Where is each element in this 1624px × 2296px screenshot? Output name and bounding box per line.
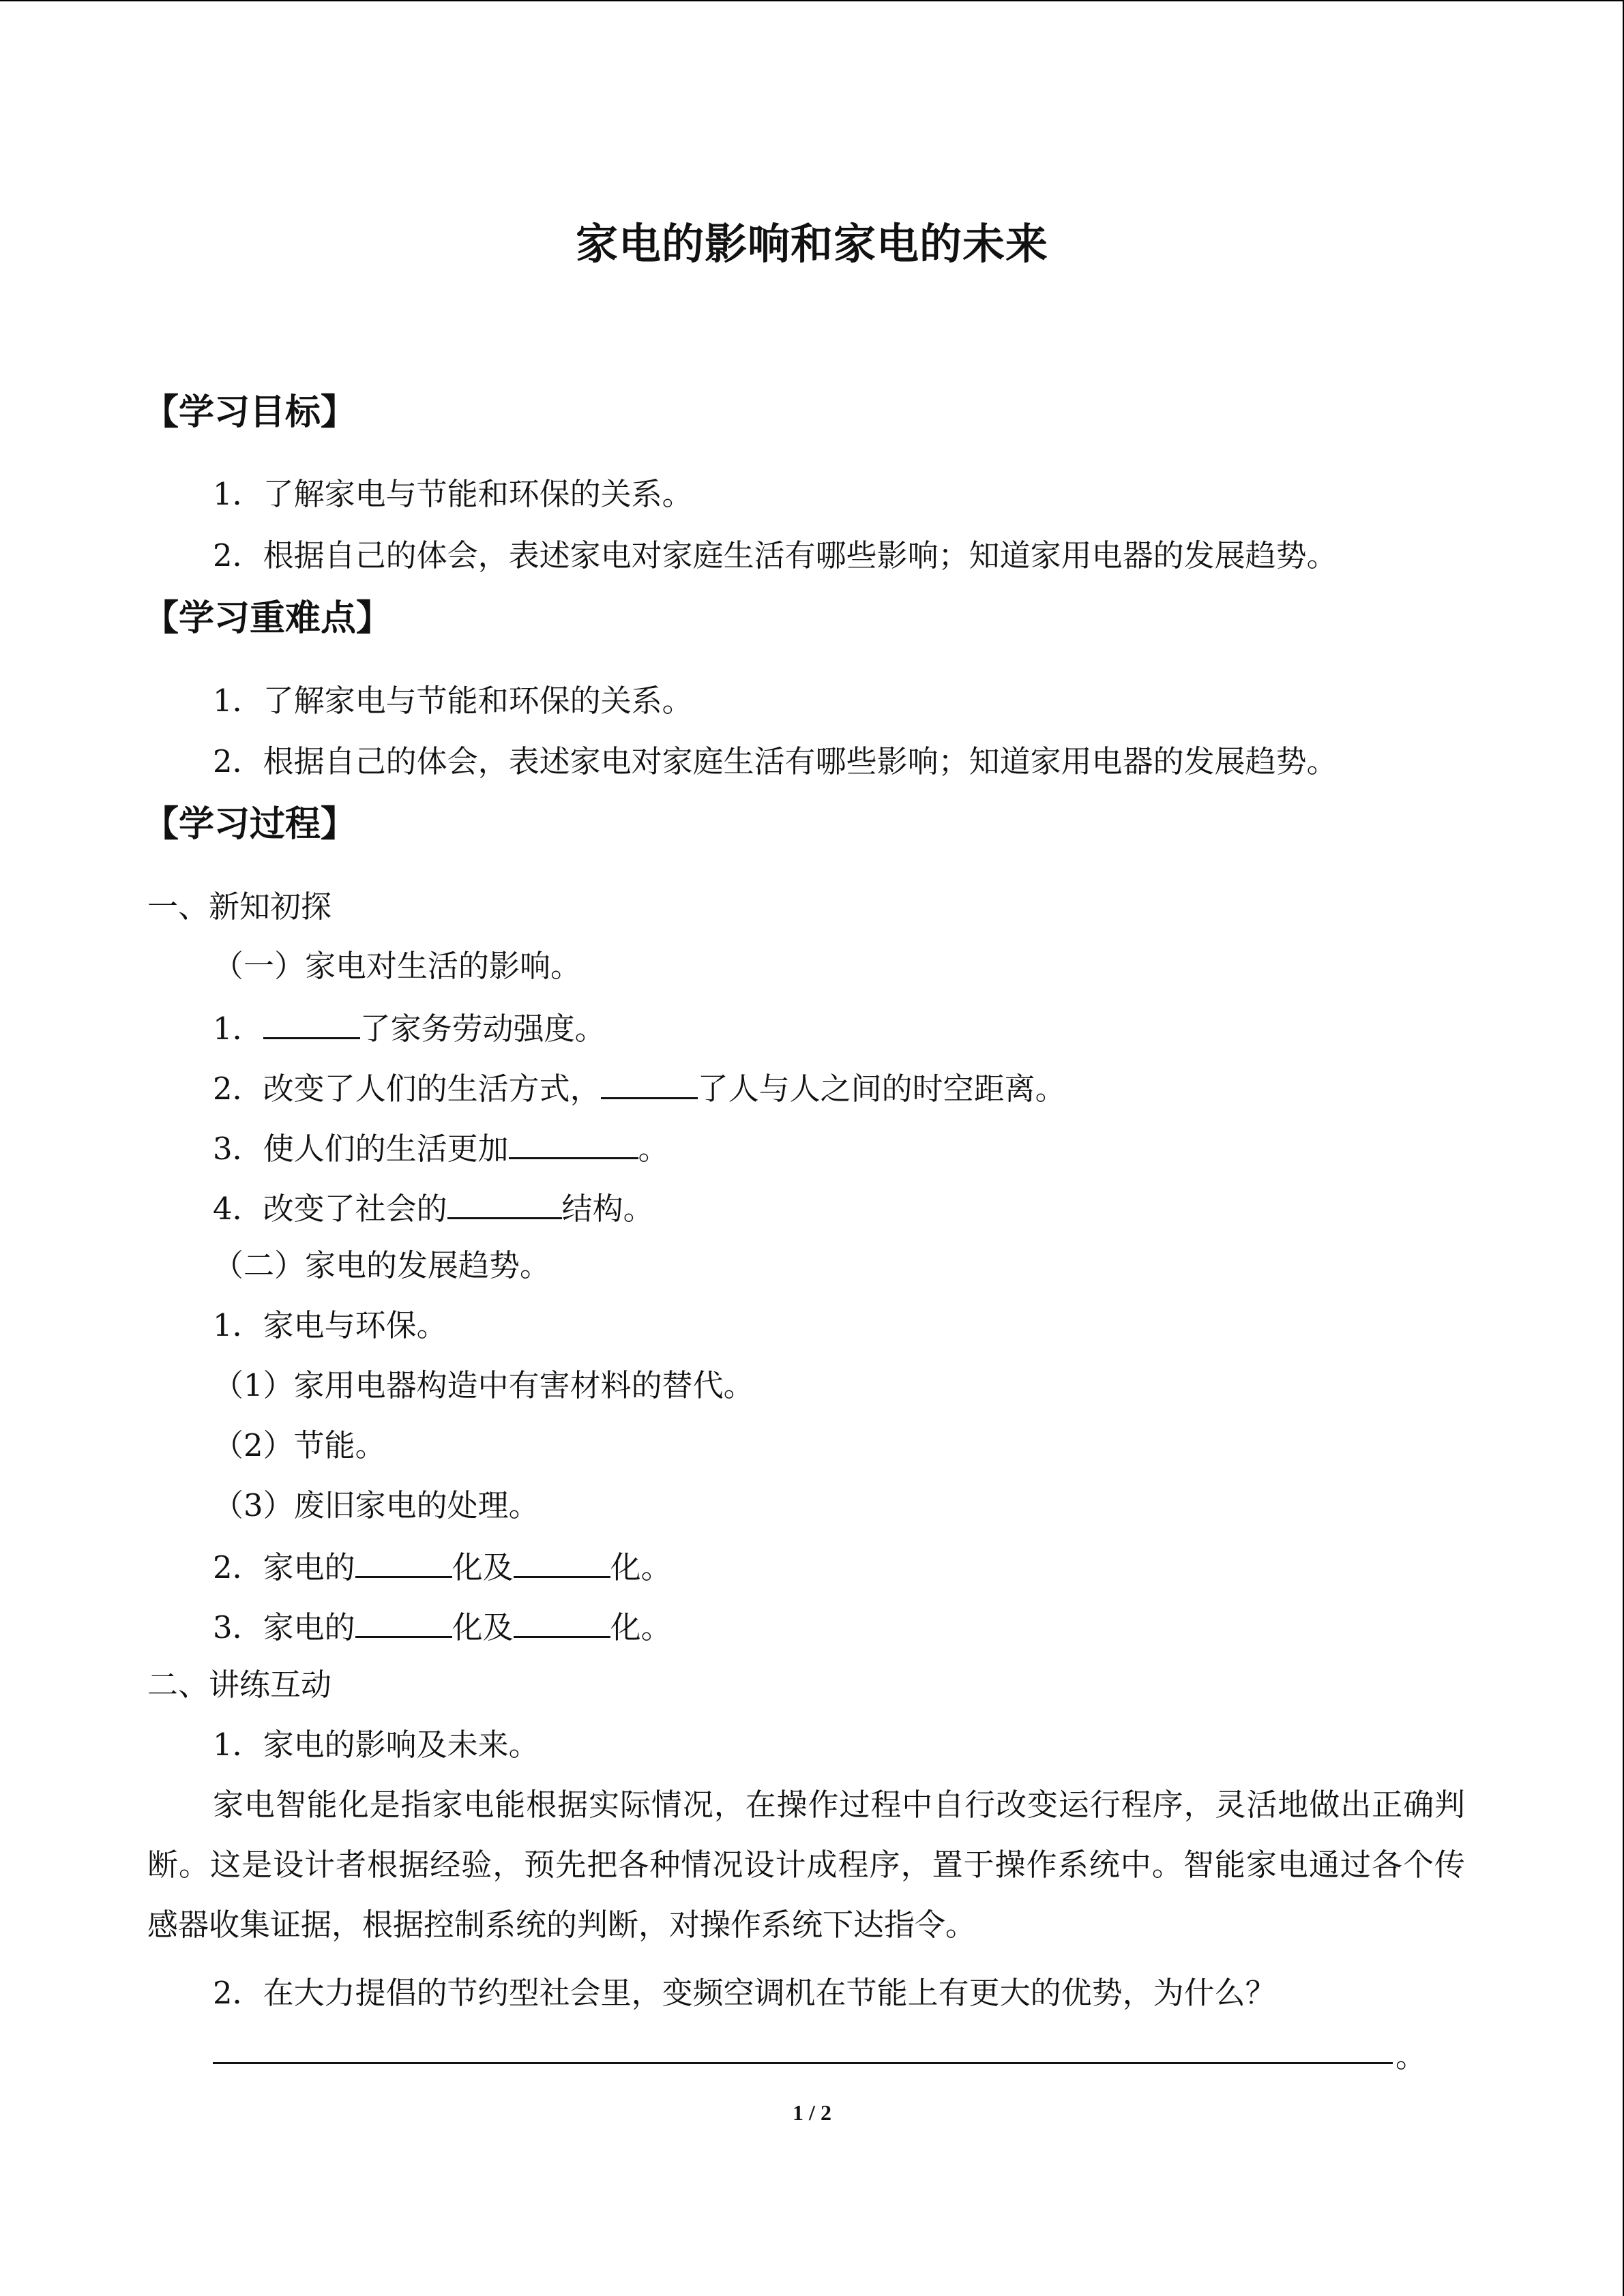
- question-text: 了家务劳动强度。: [359, 1011, 606, 1047]
- fill-blank[interactable]: [355, 1605, 452, 1638]
- question-text: 结构。: [561, 1191, 654, 1227]
- trend-subitem-1: （1）家用电器构造中有害材料的替代。: [213, 1367, 754, 1403]
- fill-question-4: [213, 1186, 654, 1229]
- fill-blank[interactable]: [514, 1605, 610, 1638]
- fill-question-3: [213, 1126, 669, 1169]
- question-text: 化及: [452, 1549, 514, 1585]
- trend-item-1: 1．家电与环保。: [213, 1307, 447, 1343]
- fill-blank[interactable]: [263, 1006, 360, 1039]
- trend-item-3: [213, 1605, 672, 1648]
- question-text: 2．改变了人们的生活方式，: [213, 1071, 601, 1107]
- answer-line[interactable]: [213, 2062, 1393, 2064]
- page-title: 家电的影响和家电的未来: [575, 219, 1048, 269]
- trend-item-2: [213, 1545, 672, 1588]
- section-heading-key-points: 【学习重难点】: [143, 598, 392, 639]
- question-text: 化。: [610, 1549, 672, 1585]
- trend-subitem-2: （2）节能。: [213, 1427, 386, 1463]
- trend-subitem-3: （3）废旧家电的处理。: [213, 1487, 540, 1523]
- key-point-item-2: 2．根据自己的体会，表述家电对家庭生活有哪些影响；知道家用电器的发展趋势。: [213, 743, 1338, 779]
- question-text: 化及: [452, 1609, 514, 1645]
- question-text: 。: [638, 1131, 669, 1167]
- fill-blank[interactable]: [355, 1545, 452, 1578]
- question-text: 3．使人们的生活更加: [213, 1131, 509, 1167]
- part1-title: 一、新知初探: [147, 889, 332, 925]
- subsection-2-title: （二）家电的发展趋势。: [213, 1247, 551, 1283]
- question-text: 3．家电的: [213, 1609, 355, 1645]
- intelligent-appliance-paragraph: 家电智能化是指家电能根据实际情况，在操作过程中自行改变运行程序，灵活地做出正确判断。这是设计者根据经验，预先把各种情况设计成程序，置于操作系统中。智能家电通过各个传感器收集证据，根据控制系统的判断，对操作系统下达指令。: [147, 1787, 1465, 1943]
- goal-item-1: 1．了解家电与节能和环保的关系。: [213, 476, 693, 512]
- part2-title: 二、讲练互动: [147, 1667, 332, 1703]
- fill-blank[interactable]: [509, 1126, 638, 1159]
- subsection-1-title: （一）家电对生活的影响。: [213, 948, 582, 984]
- section-heading-process: 【学习过程】: [143, 804, 357, 845]
- goal-item-2: 2．根据自己的体会，表述家电对家庭生活有哪些影响；知道家用电器的发展趋势。: [213, 537, 1338, 573]
- key-point-item-1: 1．了解家电与节能和环保的关系。: [213, 683, 693, 719]
- exercise-item-2: 2．在大力提倡的节约型社会里，变频空调机在节能上有更大的优势，为什么？: [213, 1975, 1276, 2011]
- question-text: 了人与人之间的时空距离。: [697, 1071, 1066, 1107]
- exercise-item-1: 1．家电的影响及未来。: [213, 1727, 540, 1763]
- page-number: 1 / 2: [793, 2100, 831, 2125]
- fill-blank[interactable]: [514, 1545, 610, 1578]
- fill-question-1: [213, 1006, 606, 1049]
- question-text: 1．: [213, 1011, 263, 1047]
- question-text: 2．家电的: [213, 1549, 355, 1585]
- question-text: 4．改变了社会的: [213, 1191, 447, 1227]
- fill-question-2: [213, 1066, 1066, 1109]
- answer-end-mark: 。: [1396, 2038, 1427, 2074]
- fill-blank[interactable]: [601, 1066, 698, 1099]
- question-text: 化。: [610, 1609, 672, 1645]
- fill-blank[interactable]: [447, 1186, 562, 1219]
- section-heading-goals: 【学习目标】: [143, 392, 357, 433]
